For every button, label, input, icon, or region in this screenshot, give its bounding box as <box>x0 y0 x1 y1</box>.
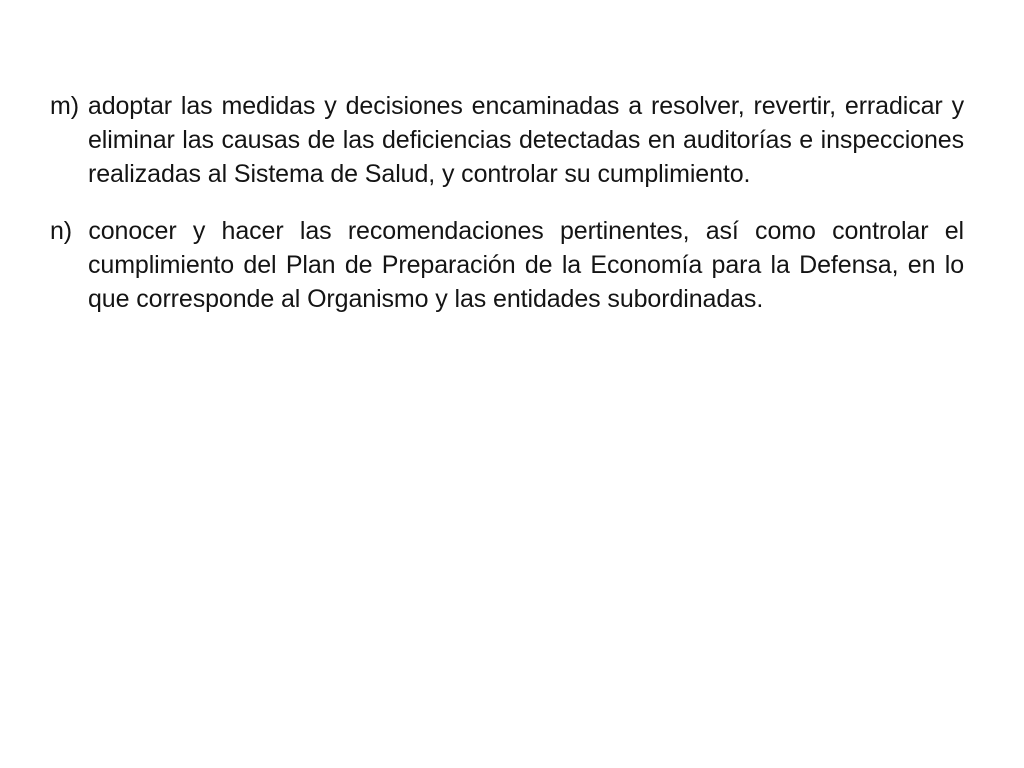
slide-body <box>50 89 964 339</box>
list-item-n: n) conocer y hacer las recomendaciones pertinentes, así como controlar el cumplimiento del Plan de Preparación de la Economía para la Defensa, en lo que corresponde al Organismo y las entidades subordinadas. <box>50 217 964 313</box>
list-item-m: m) adoptar las medidas y decisiones encaminadas a resolver, revertir, erradicar y eliminar las causas de las deficiencias detectadas en auditorías e inspecciones realizadas al Sistema de Salud, y controlar su cumplimiento. <box>50 92 964 188</box>
